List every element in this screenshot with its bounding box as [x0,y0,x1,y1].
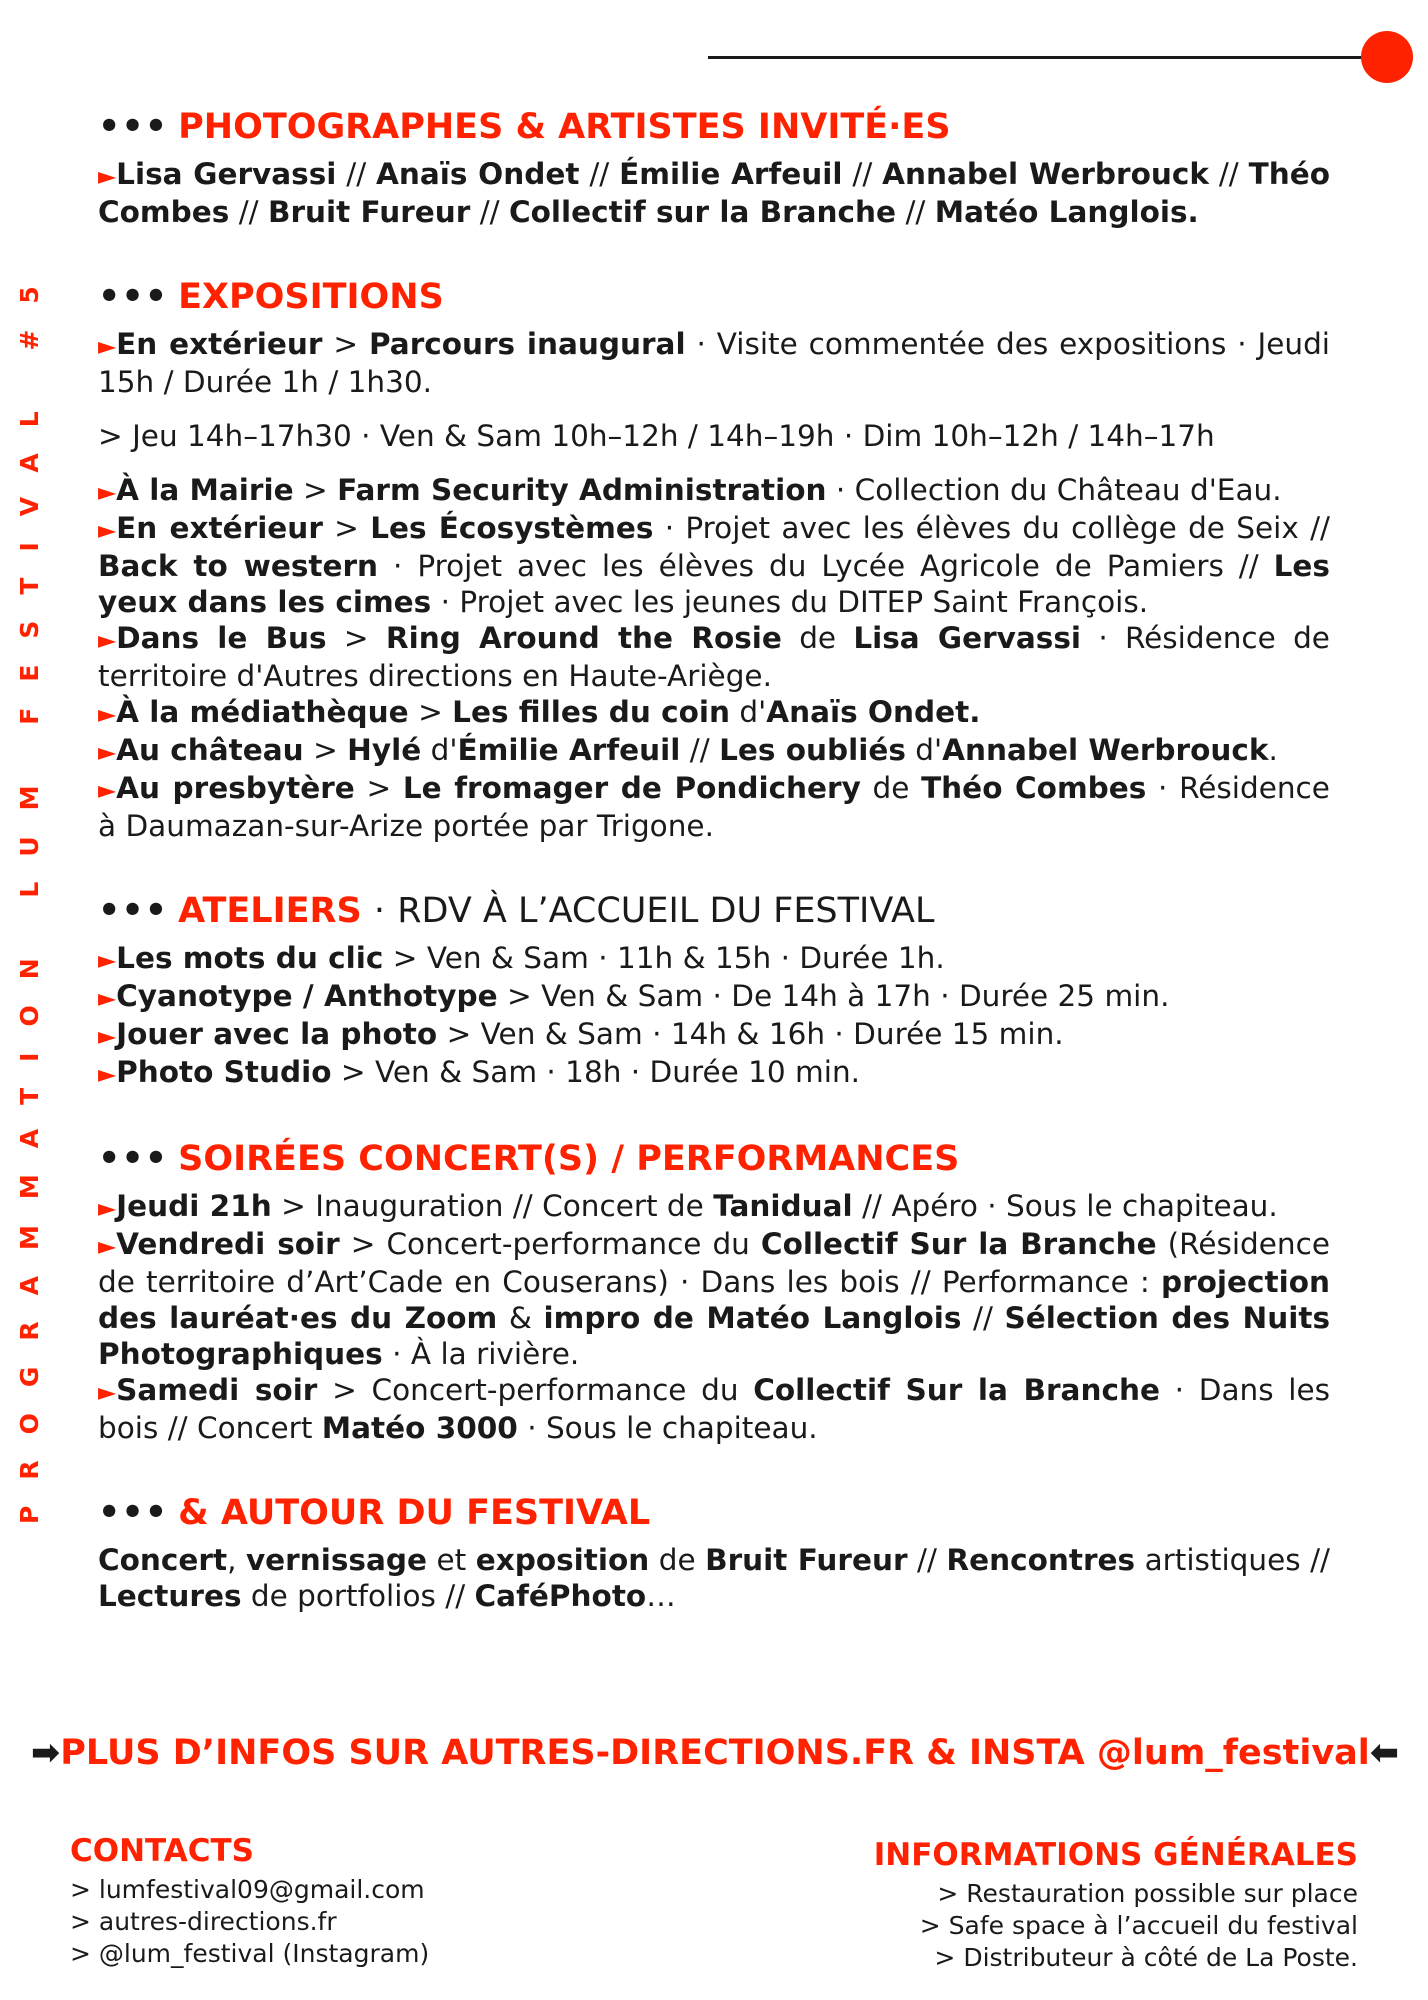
bullet-arrow-icon: ► [98,946,117,974]
dots-icon: ••• [98,277,169,317]
bullet-arrow-icon: ► [98,984,117,1012]
red-dot-decoration [1361,31,1413,83]
bullet-arrow-icon: ► [98,516,117,544]
expo-mediatheque: ►À la médiathèque > Les filles du coin d'Anaïs Ondet. [98,695,981,729]
bullet-arrow-icon: ► [98,1022,117,1050]
dots-icon: ••• [98,107,169,147]
section-autour [98,1490,1330,1614]
soiree-samedi: ►Samedi soir > Concert-performance du Collectif Sur la Branche · Dans les bois // Concert Matéo 3000 · Sous le chapiteau. [98,1373,1330,1445]
top-rule [708,56,1368,59]
bullet-arrow-icon: ► [98,162,117,190]
bullet-arrow-icon: ► [98,626,117,654]
bullet-arrow-icon: ► [98,700,117,728]
atelier-item: ►Cyanotype / Anthotype > Ven & Sam · De 14h à 17h · Durée 25 min. [98,979,1170,1013]
bullet-arrow-icon: ► [98,776,117,804]
section-heading: ••• SOIRÉES CONCERT(S) / PERFORMANCES [98,1139,960,1179]
bullet-arrow-icon: ► [98,478,117,506]
contact-email[interactable]: > lumfestival09@gmail.com [70,1875,425,1904]
dots-icon: ••• [98,1493,169,1533]
contacts-block [70,1830,630,1970]
arrow-right-icon: ➡ [30,1733,61,1773]
section-soirees [98,1136,1330,1446]
atelier-item: ►Photo Studio > Ven & Sam · 18h · Durée 10 min. [98,1055,861,1089]
contacts-title: CONTACTS [70,1833,255,1869]
bullet-arrow-icon: ► [98,1232,117,1260]
general-info-block [738,1834,1358,1974]
program-content [98,104,1330,1614]
info-line: > Restauration possible sur place [937,1879,1358,1908]
banner-text[interactable]: PLUS D’INFOS SUR AUTRES-DIRECTIONS.FR & INSTA @lum_festival [60,1733,1370,1773]
contact-website[interactable]: > autres-directions.fr [70,1907,337,1936]
bullet-arrow-icon: ► [98,1194,117,1222]
dots-icon: ••• [98,891,169,931]
soiree-jeudi: ►Jeudi 21h > Inauguration // Concert de Tanidual // Apéro · Sous le chapiteau. [98,1189,1278,1223]
section-heading: ••• & AUTOUR DU FESTIVAL [98,1493,651,1533]
bullet-arrow-icon: ► [98,1378,117,1406]
section-heading: ••• ATELIERS · RDV À L’ACCUEIL DU FESTIVAL [98,891,935,931]
expo-inaugural: ►En extérieur > Parcours inaugural · Visite commentée des expositions · Jeudi 15h / Durée 1h / 1h30. [98,327,1330,399]
soiree-vendredi: ►Vendredi soir > Concert-performance du Collectif Sur la Branche (Résidence de territoire d’Art’Cade en Couserans) · Dans les bois // Performance : projection des lauréat·es du Zoom & impro de Matéo Langlois // Sélection des Nuits Photographiques · À la rivière. [98,1227,1330,1371]
expo-bus: ►Dans le Bus > Ring Around the Rosie de Lisa Gervassi · Résidence de territoire d'Autres directions en Haute-Ariège. [98,621,1330,693]
expo-chateau: ►Au château > Hylé d'Émilie Arfeuil // Les oubliés d'Annabel Werbrouck. [98,733,1278,767]
atelier-item: ►Jouer avec la photo > Ven & Sam · 14h & 16h · Durée 15 min. [98,1017,1064,1051]
expo-exterieur: ►En extérieur > Les Écosystèmes · Projet avec les élèves du collège de Seix // Back to western · Projet avec les élèves du Lycée Agricole de Pamiers // Les yeux dans les cimes · Projet avec les jeunes du DITEP Saint François. [98,511,1330,619]
bullet-arrow-icon: ► [98,738,117,766]
section-ateliers [98,888,1330,1092]
bullet-arrow-icon: ► [98,332,117,360]
more-info-banner [20,1728,1410,1778]
info-line: > Distributeur à côté de La Poste. [934,1943,1358,1972]
section-expositions [98,274,1330,844]
infos-title: INFORMATIONS GÉNÉRALES [873,1837,1358,1873]
section-photographes [98,104,1330,230]
arrow-left-icon: ⬅ [1369,1733,1400,1773]
section-heading: ••• EXPOSITIONS [98,277,444,317]
dots-icon: ••• [98,1139,169,1179]
expo-mairie: ►À la Mairie > Farm Security Administration · Collection du Château d'Eau. [98,473,1282,507]
expo-hours: > Jeu 14h–17h30 · Ven & Sam 10h–12h / 14h–19h · Dim 10h–12h / 14h–17h [98,419,1215,453]
autour-text: Concert, vernissage et exposition de Bruit Fureur // Rencontres artistiques // Lectures de portfolios // CaféPhoto… [98,1543,1330,1613]
info-line: > Safe space à l’accueil du festival [919,1911,1358,1940]
atelier-item: ►Les mots du clic > Ven & Sam · 11h & 15h · Durée 1h. [98,941,945,975]
bullet-arrow-icon: ► [98,1060,117,1088]
expo-presbytere: ►Au presbytère > Le fromager de Pondichery de Théo Combes · Résidence à Daumazan-sur-Arize portée par Trigone. [98,771,1330,843]
side-label: PROGRAMMATION LUM FESTIVAL #5 [15,260,44,1524]
section-heading: ••• PHOTOGRAPHES & ARTISTES INVITÉ·ES [98,107,951,147]
artist-list: ►Lisa Gervassi // Anaïs Ondet // Émilie Arfeuil // Annabel Werbrouck // Théo Combes // Bruit Fureur // Collectif sur la Branche // Matéo Langlois. [98,157,1330,229]
contact-instagram[interactable]: > @lum_festival (Instagram) [70,1939,430,1968]
